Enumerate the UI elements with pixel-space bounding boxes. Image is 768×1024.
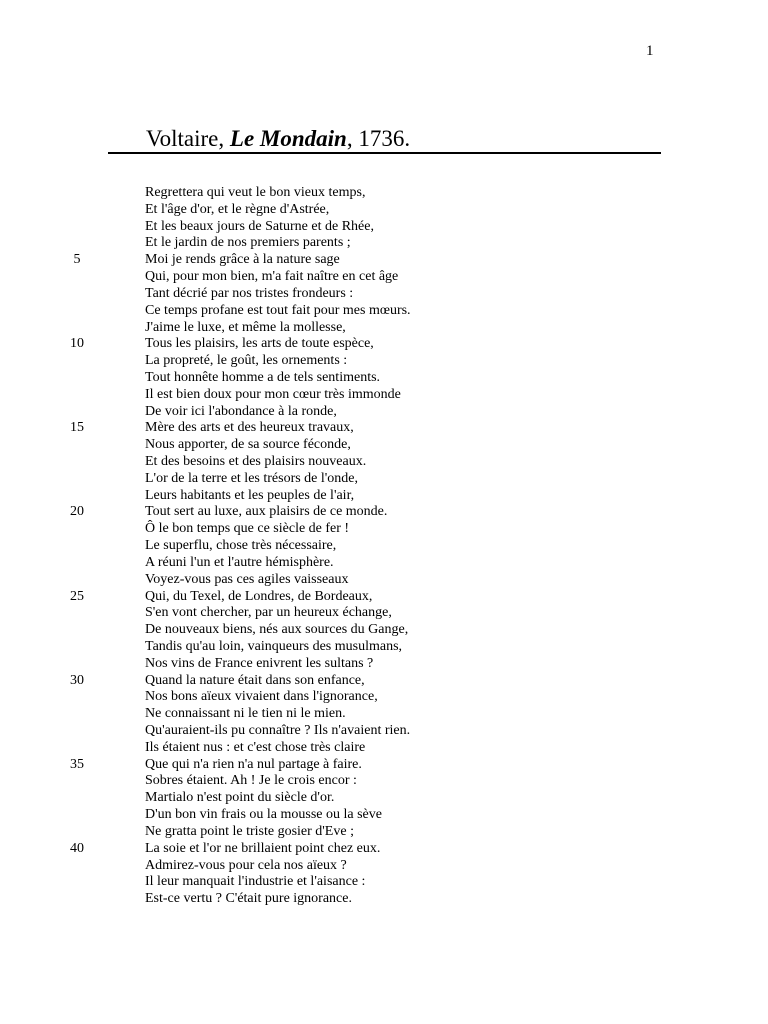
verse-line (0, 688, 768, 705)
verse-line (0, 873, 768, 890)
verse-line (0, 470, 768, 487)
verse-line (0, 503, 768, 520)
verse-line (0, 251, 768, 268)
verse-line (0, 772, 768, 789)
verse-line (0, 621, 768, 638)
verse-text: Il est bien doux pour mon cœur très immonde (145, 386, 401, 402)
verse-line (0, 268, 768, 285)
line-number: 15 (70, 420, 84, 436)
title-author: Voltaire, (146, 126, 230, 151)
verse-line (0, 705, 768, 722)
verse-line (0, 335, 768, 352)
verse-line (0, 789, 768, 806)
verse-text: Mère des arts et des heureux travaux, (145, 420, 354, 436)
page-number: 1 (646, 43, 654, 59)
verse-line (0, 201, 768, 218)
verse-text: Et l'âge d'or, et le règne d'Astrée, (145, 201, 330, 217)
verse-line (0, 588, 768, 605)
verse-text: Et les beaux jours de Saturne et de Rhée, (145, 218, 374, 234)
verse-text: J'aime le luxe, et même la mollesse, (145, 319, 346, 335)
line-number: 20 (70, 504, 84, 520)
verse-text: Qui, du Texel, de Londres, de Bordeaux, (145, 588, 373, 604)
verse-line (0, 487, 768, 504)
verse-line (0, 218, 768, 235)
line-number: 40 (70, 840, 84, 856)
verse-text: Sobres étaient. Ah ! Je le crois encor : (145, 773, 357, 789)
verse-line (0, 234, 768, 251)
verse-line (0, 386, 768, 403)
verse-text: Admirez-vous pour cela nos aïeux ? (145, 857, 347, 873)
verse-line (0, 890, 768, 907)
verse-text: Tous les plaisirs, les arts de toute espèce, (145, 336, 374, 352)
verse-line (0, 857, 768, 874)
verse-text: Ne gratta point le triste gosier d'Eve ; (145, 823, 354, 839)
verse-line (0, 453, 768, 470)
title-work: Le Mondain (229, 126, 347, 151)
verse-text: Tandis qu'au loin, vainqueurs des musulmans, (145, 638, 403, 654)
verse-line (0, 403, 768, 420)
verse-text: Et des besoins et des plaisirs nouveaux. (145, 454, 367, 469)
verse-text: Qui, pour mon bien, m'a fait naître en cet âge (145, 269, 399, 285)
title-year: , 1736. (346, 126, 411, 151)
verse-text: Tant décrié par nos tristes frondeurs : (145, 285, 354, 301)
verse-text: Tout honnête homme a de tels sentiments. (145, 369, 381, 385)
verse-line (0, 739, 768, 756)
verse-line (0, 436, 768, 453)
verse-text: Est-ce vertu ? C'était pure ignorance. (145, 891, 352, 907)
verse-line (0, 537, 768, 554)
verse-line (0, 756, 768, 773)
verse-line (0, 184, 768, 201)
verse-line (0, 319, 768, 336)
verse-text: A réuni l'un et l'autre hémisphère. (145, 554, 334, 570)
verse-line (0, 722, 768, 739)
verse-text: De voir ici l'abondance à la ronde, (145, 403, 337, 419)
verse-text: Qu'auraient-ils pu connaître ? Ils n'avaient rien. (145, 723, 411, 738)
verse-line (0, 554, 768, 571)
verse-text: Leurs habitants et les peuples de l'air, (145, 487, 355, 503)
verse-text: Moi je rends grâce à la nature sage (145, 252, 340, 268)
line-number: 10 (70, 336, 84, 352)
verse-text: Ce temps profane est tout fait pour mes mœurs. (145, 302, 411, 318)
verse-line (0, 840, 768, 857)
verse-line (0, 369, 768, 386)
verse-line (0, 285, 768, 302)
verse-text: Le superflu, chose très nécessaire, (145, 538, 337, 554)
verse-text: Que qui n'a rien n'a nul partage à faire. (145, 756, 362, 772)
verse-text: D'un bon vin frais ou la mousse ou la sève (145, 807, 382, 823)
title-rule (108, 152, 661, 154)
verse-text: Tout sert au luxe, aux plaisirs de ce monde. (145, 504, 388, 520)
verse-text: Et le jardin de nos premiers parents ; (145, 235, 351, 251)
verse-text: Ils étaient nus : et c'est chose très claire (145, 739, 366, 755)
verse-text: Nos vins de France enivrent les sultans ? (145, 655, 374, 671)
verse-line (0, 520, 768, 537)
verse-line (0, 672, 768, 689)
verse-text: Regrettera qui veut le bon vieux temps, (145, 185, 366, 200)
line-number: 5 (73, 252, 81, 268)
verse-line (0, 352, 768, 369)
verse-line (0, 638, 768, 655)
verse-text: Martialo n'est point du siècle d'or. (145, 790, 335, 806)
line-number: 30 (70, 672, 84, 688)
line-number: 25 (70, 588, 84, 604)
verse-text: Voyez-vous pas ces agiles vaisseaux (145, 571, 349, 587)
verse-text: Il leur manquait l'industrie et l'aisance : (145, 874, 366, 890)
verse-line (0, 655, 768, 672)
verse-text: Ô le bon temps que ce siècle de fer ! (145, 521, 350, 537)
verse-text: S'en vont chercher, par un heureux échange, (145, 605, 392, 621)
verse-line (0, 419, 768, 436)
line-number: 35 (70, 756, 84, 772)
document-title (146, 124, 410, 154)
verse-text: De nouveaux biens, nés aux sources du Gange, (145, 622, 409, 638)
verse-line (0, 302, 768, 319)
verse-text: La propreté, le goût, les ornements : (145, 353, 348, 369)
verse-text: Nos bons aïeux vivaient dans l'ignorance, (145, 689, 378, 705)
verse-text: Ne connaissant ni le tien ni le mien. (145, 706, 346, 722)
verse-line (0, 571, 768, 588)
verse-text: Nous apporter, de sa source féconde, (145, 437, 351, 453)
verse-text: L'or de la terre et les trésors de l'onde, (145, 470, 359, 486)
verse-line (0, 604, 768, 621)
verse-text: Quand la nature était dans son enfance, (145, 672, 365, 688)
verse-line (0, 806, 768, 823)
verse-text: La soie et l'or ne brillaient point chez eux. (145, 840, 381, 856)
poem-body (0, 184, 768, 907)
verse-line (0, 823, 768, 840)
